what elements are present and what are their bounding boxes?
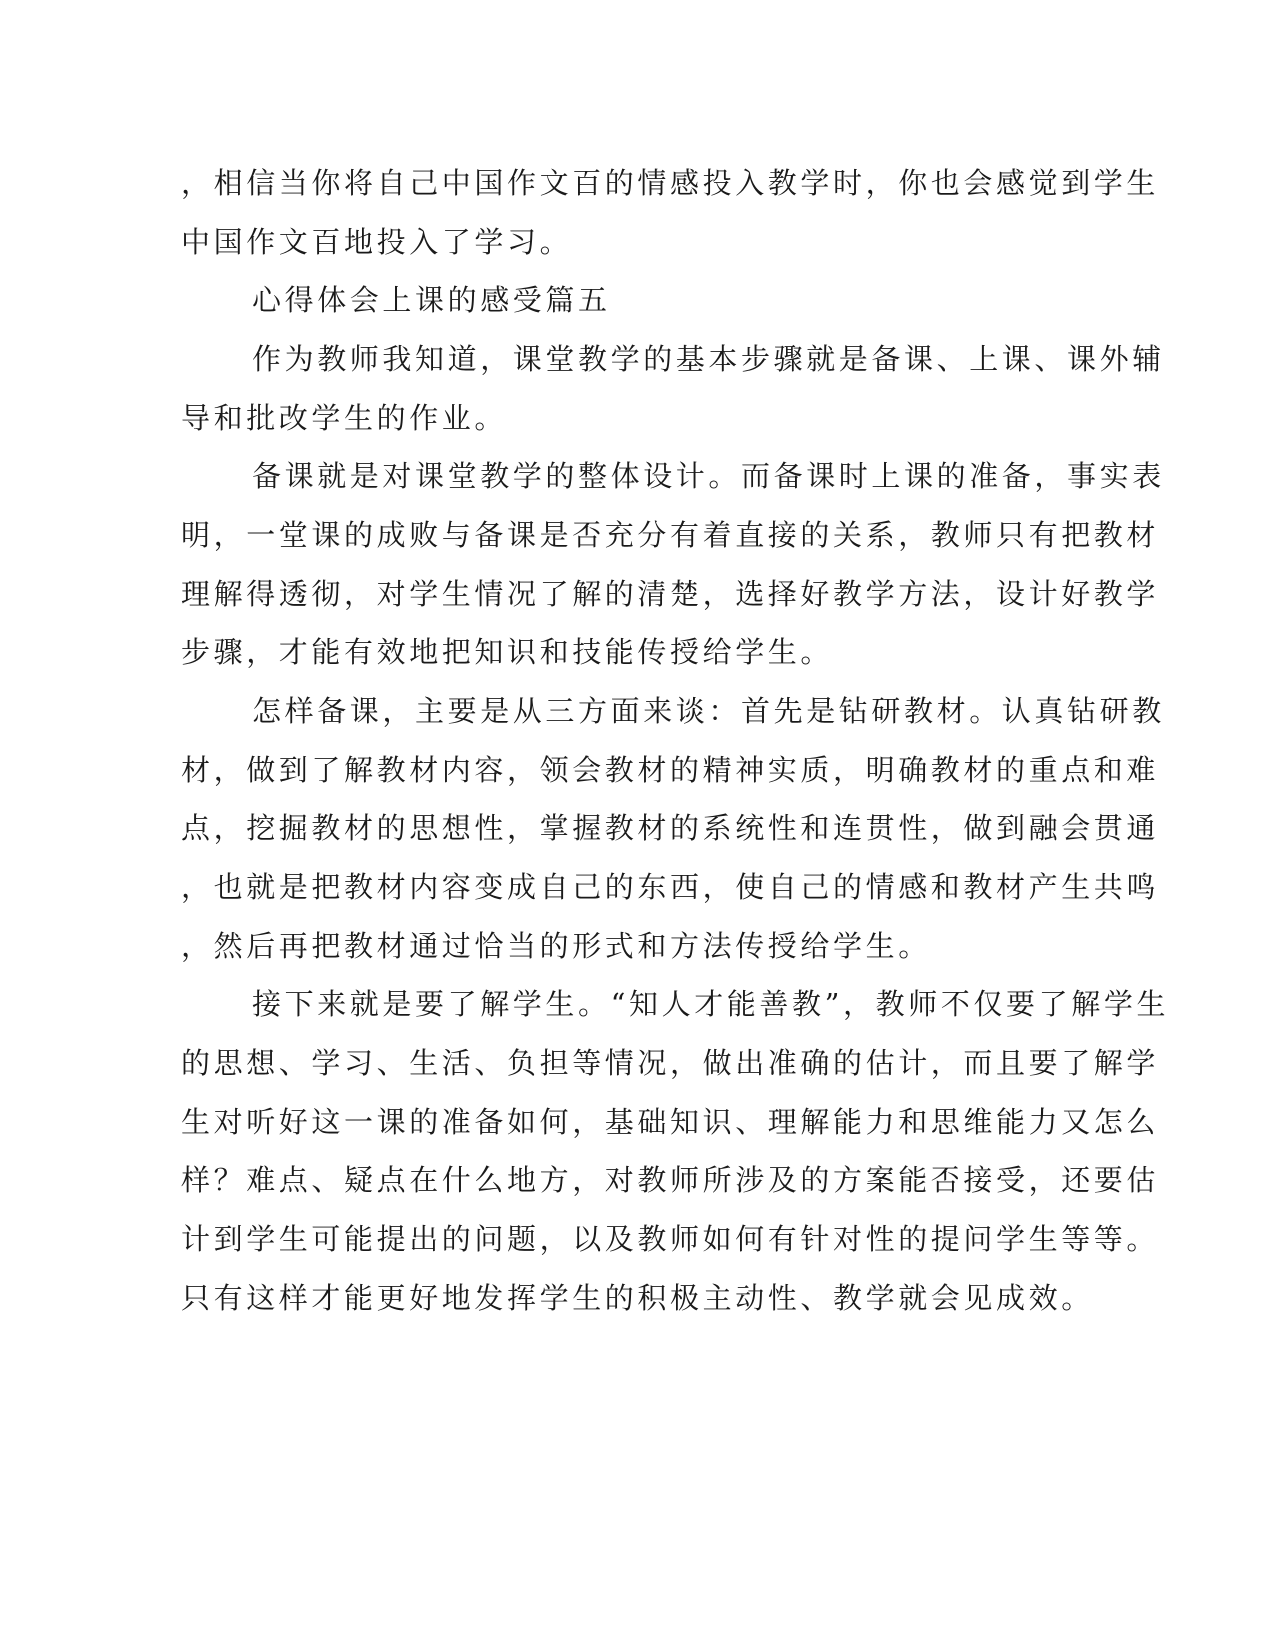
text-line: 材，做到了解教材内容，领会教材的精神实质，明确教材的重点和难 bbox=[181, 753, 1160, 787]
text-line: ，相信当你将自己中国作文百的情感投入教学时，你也会感觉到学生 bbox=[181, 166, 1160, 200]
text-line: 点，挖掘教材的思想性，掌握教材的系统性和连贯性，做到融会贯通 bbox=[181, 811, 1160, 845]
text-line: 计到学生可能提出的问题，以及教师如何有针对性的提问学生等等。 bbox=[181, 1222, 1160, 1256]
text-line: 生对听好这一课的准备如何，基础知识、理解能力和思维能力又怎么 bbox=[181, 1105, 1160, 1139]
text-line: 明，一堂课的成败与备课是否充分有着直接的关系，教师只有把教材 bbox=[181, 518, 1160, 552]
text-line: ，也就是把教材内容变成自己的东西，使自己的情感和教材产生共鸣 bbox=[181, 870, 1160, 904]
text-line: 样？难点、疑点在什么地方，对教师所涉及的方案能否接受，还要估 bbox=[181, 1163, 1160, 1197]
text-line: 备课就是对课堂教学的整体设计。而备课时上课的准备，事实表 bbox=[252, 459, 1165, 493]
text-line: 怎样备课，主要是从三方面来谈：首先是钻研教材。认真钻研教 bbox=[252, 694, 1165, 728]
text-line: 只有这样才能更好地发挥学生的积极主动性、教学就会见成效。 bbox=[181, 1281, 1094, 1315]
text-line: 步骤，才能有效地把知识和技能传授给学生。 bbox=[181, 635, 834, 669]
text-line: 接下来就是要了解学生。“知人才能善教”，教师不仅要了解学生 bbox=[252, 987, 1170, 1021]
text-line: 理解得透彻，对学生情况了解的清楚，选择好教学方法，设计好教学 bbox=[181, 577, 1160, 611]
text-line: ，然后再把教材通过恰当的形式和方法传授给学生。 bbox=[181, 929, 931, 963]
text-line: 的思想、学习、生活、负担等情况，做出准确的估计，而且要了解学 bbox=[181, 1046, 1160, 1080]
text-line: 中国作文百地投入了学习。 bbox=[181, 225, 573, 259]
section-heading: 心得体会上课的感受篇五 bbox=[252, 283, 611, 317]
text-line: 作为教师我知道，课堂教学的基本步骤就是备课、上课、课外辅 bbox=[252, 342, 1165, 376]
text-line: 导和批改学生的作业。 bbox=[181, 401, 508, 435]
